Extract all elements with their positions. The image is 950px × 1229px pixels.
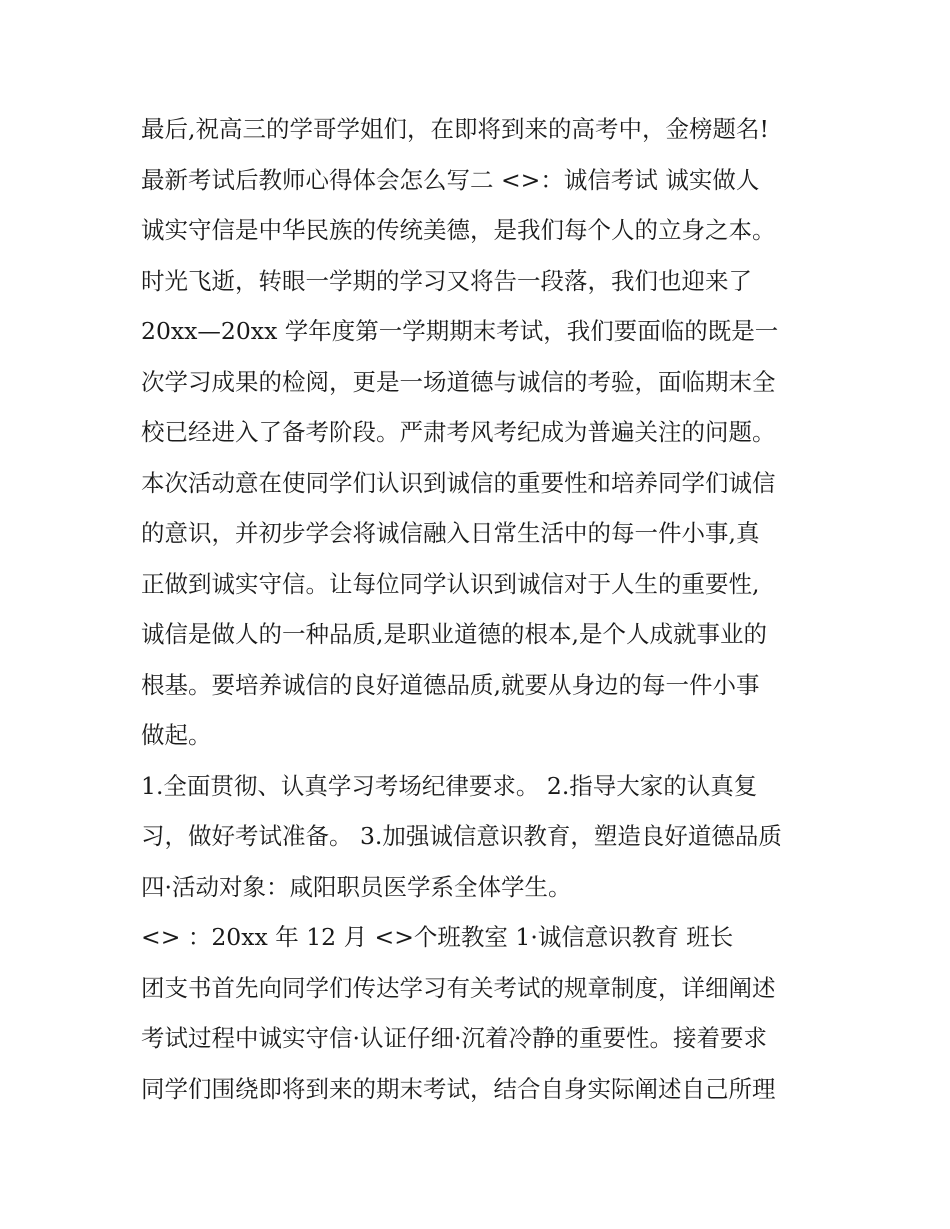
document-body <box>141 104 821 1114</box>
text-line: 习，做好考试准备。 3.加强诚信意识教育，塑造良好道德品质 <box>141 822 782 850</box>
text-line: 四·活动对象：咸阳职员医学系全体学生。 <box>141 872 572 901</box>
text-line: 根基。要培养诚信的良好道德品质,就要从身边的每一件小事 <box>141 670 760 699</box>
text-line: 最新考试后教师心得体会怎么写二 <>：诚信考试 诚实做人 <box>141 165 760 194</box>
text-line: 1.全面贯彻、认真学习考场纪律要求。 2.指导大家的认真复 <box>141 771 758 800</box>
text-line: 诚实守信是中华民族的传统美德，是我们每个人的立身之本。 <box>141 216 776 244</box>
text-line: 校已经进入了备考阶段。严肃考风考纪成为普遍关注的问题。 <box>141 418 776 446</box>
text-line: <> ：20xx 年 12 月 <>个班教室 1·诚信意识教育 班长 <box>141 923 734 951</box>
text-line: 时光飞逝，转眼一学期的学习又将告一段落，我们也迎来了 <box>141 266 752 295</box>
text-line: 诚信是做人的一种品质,是职业道德的根本,是个人成就事业的 <box>141 620 767 648</box>
text-line: 最后,祝高三的学哥学姐们，在即将到来的高考中，金榜题名! <box>141 115 769 143</box>
text-line: 正做到诚实守信。让每位同学认识到诚信对于人生的重要性, <box>141 569 760 598</box>
text-line: 次学习成果的检阅，更是一场道德与诚信的考验，面临期末全 <box>141 367 776 396</box>
text-line: 同学们围绕即将到来的期末考试，结合自身实际阐述自己所理 <box>141 1074 776 1103</box>
text-line: 20xx—20xx 学年度第一学期期末考试，我们要面临的既是一 <box>141 317 779 345</box>
text-line: 做起。 <box>141 721 212 749</box>
text-line: 的意识，并初步学会将诚信融入日常生活中的每一件小事,真 <box>141 519 760 547</box>
text-line: 团支书首先向同学们传达学习有关考试的规章制度，详细阐述 <box>141 973 776 1002</box>
text-line: 本次活动意在使同学们认识到诚信的重要性和培养同学们诚信 <box>141 468 776 497</box>
text-line: 考试过程中诚实守信·认证仔细·沉着冷静的重要性。接着要求 <box>141 1024 767 1052</box>
